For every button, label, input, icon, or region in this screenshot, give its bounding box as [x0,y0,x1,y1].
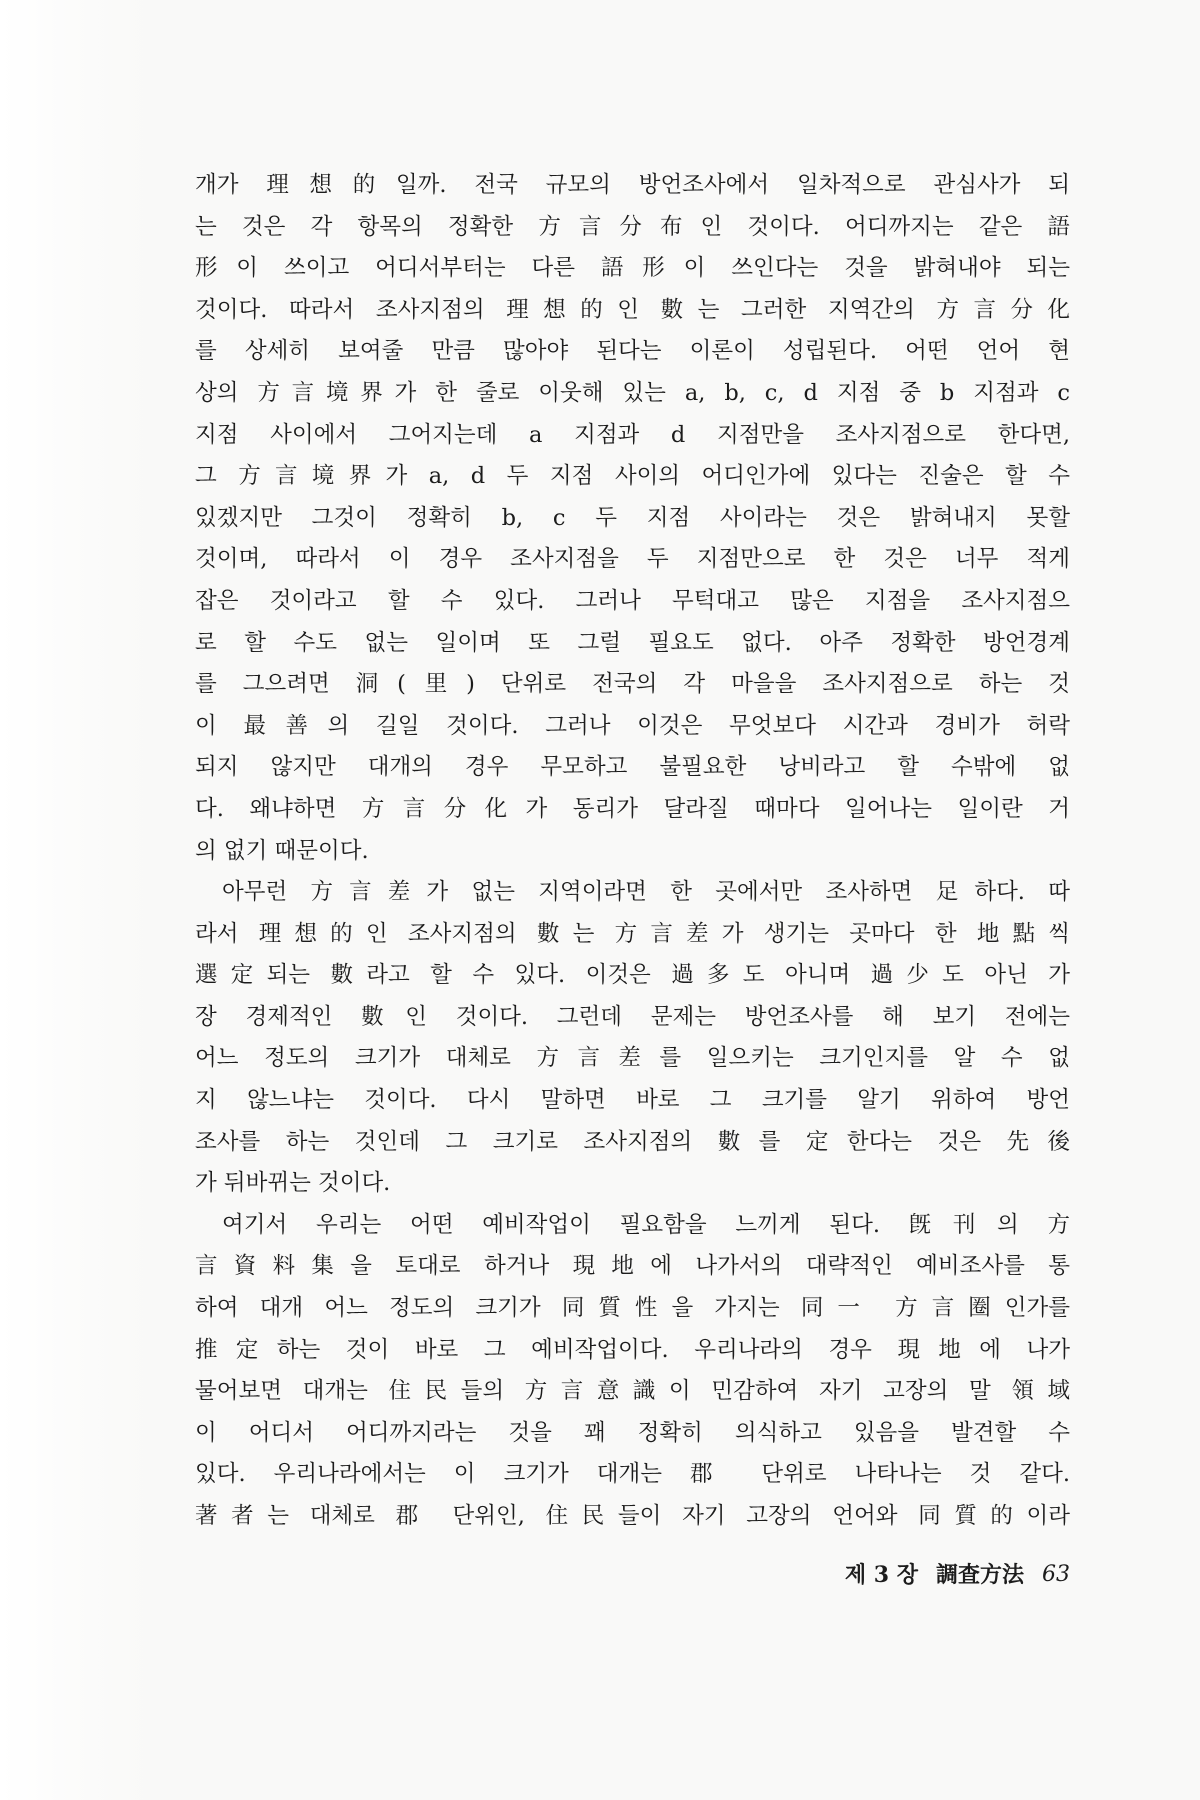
text-line: 어느 정도의 크기가 대체로 方言差를 일으키는 크기인지를 알 수 없 [195,1045,1070,1072]
paragraph-start-line: 아무런 方言差가 없는 지역이라면 한 곳에서만 조사하면 足하다. 따 [222,879,1070,906]
page-edge-shading [0,0,150,1800]
text-line: 이 最善의 길일 것이다. 그러나 이것은 무엇보다 시간과 경비가 허락 [195,712,1070,739]
text-line: 라서 理想的인 조사지점의 數는 方言差가 생기는 곳마다 한 地點씩 [195,920,1070,947]
text-line: 推定하는 것이 바로 그 예비작업이다. 우리나라의 경우 現地에 나가 [195,1336,1070,1363]
text-line: 조사를 하는 것인데 그 크기로 조사지점의 數를 定한다는 것은 先後 [195,1128,1070,1155]
text-line: 물어보면 대개는 住民들의 方言意識이 민감하여 자기 고장의 말 領域 [195,1378,1070,1405]
text-line: 장 경제적인 數인 것이다. 그런데 문제는 방언조사를 해 보기 전에는 [195,1003,1070,1030]
text-line: 는 것은 각 항목의 정확한 方言分布인 것이다. 어디까지는 같은 語 [195,213,1070,240]
text-line: 있다. 우리나라에서는 이 크기가 대개는 郡 단위로 나타나는 것 같다. [195,1461,1070,1488]
paragraph-start-line: 여기서 우리는 어떤 예비작업이 필요함을 느끼게 된다. 旣刊의 方 [222,1211,1070,1238]
text-line: 다. 왜냐하면 方言分化가 동리가 달라질 때마다 일어나는 일이란 거 [195,795,1070,822]
text-line: 것이다. 따라서 조사지점의 理想的인 數는 그러한 지역간의 方言分化 [195,296,1070,323]
text-line: 를 그으려면 洞(里) 단위로 전국의 각 마을을 조사지점으로 하는 것 [195,671,1070,698]
text-line: 로 할 수도 없는 일이며 또 그럴 필요도 없다. 아주 정확한 방언경계 [195,629,1070,656]
text-line: 言資料集을 토대로 하거나 現地에 나가서의 대략적인 예비조사를 통 [195,1253,1070,1280]
text-line: 를 상세히 보여줄 만큼 많아야 된다는 이론이 성립된다. 어떤 언어 현 [195,338,1070,365]
page-number: 63 [1042,1562,1070,1587]
text-line: 지 않느냐는 것이다. 다시 말하면 바로 그 크기를 알기 위하여 방언 [195,1087,1070,1114]
text-line: 것이며, 따라서 이 경우 조사지점을 두 지점만으로 한 것은 너무 적게 [195,546,1070,573]
text-line: 있겠지만 그것이 정확히 b, c 두 지점 사이라는 것은 밝혀내지 못할 [195,504,1070,531]
text-line: 상의 方言境界가 한 줄로 이웃해 있는 a, b, c, d 지점 중 b 지점과 c [195,379,1070,406]
paragraph-end-line: 가 뒤바뀌는 것이다. [195,1170,391,1197]
text-line: 되지 않지만 대개의 경우 무모하고 불필요한 낭비라고 할 수밖에 없 [195,754,1070,781]
text-line: 選定되는 數라고 할 수 있다. 이것은 過多도 아니며 過少도 아닌 가 [195,962,1070,989]
text-line: 지점 사이에서 그어지는데 a 지점과 d 지점만을 조사지점으로 한다면, [195,421,1070,448]
text-line: 이 어디서 어디까지라는 것을 꽤 정확히 의식하고 있음을 발견할 수 [195,1419,1070,1446]
section-title: 調査方法 [935,1562,1024,1588]
paragraph-end-line: 의 없기 때문이다. [195,837,369,864]
body-text [195,165,1070,1538]
text-line: 하여 대개 어느 정도의 크기가 同質性을 가지는 同一 方言圈인가를 [195,1295,1070,1322]
text-line: 形이 쓰이고 어디서부터는 다른 語形이 쓰인다는 것을 밝혀내야 되는 [195,255,1070,282]
text-line: 개가 理想的일까. 전국 규모의 방언조사에서 일차적으로 관심사가 되 [195,172,1070,198]
text-line: 著者는 대체로 郡 단위인, 住民들이 자기 고장의 언어와 同質的이라 [195,1503,1070,1529]
chapter-label: 제 3 장 [844,1562,918,1588]
text-line: 그 方言境界가 a, d 두 지점 사이의 어디인가에 있다는 진술은 할 수 [195,463,1070,490]
text-line: 잡은 것이라고 할 수 있다. 그러나 무턱대고 많은 지점을 조사지점으 [195,587,1070,614]
running-footer [780,1555,1070,1595]
